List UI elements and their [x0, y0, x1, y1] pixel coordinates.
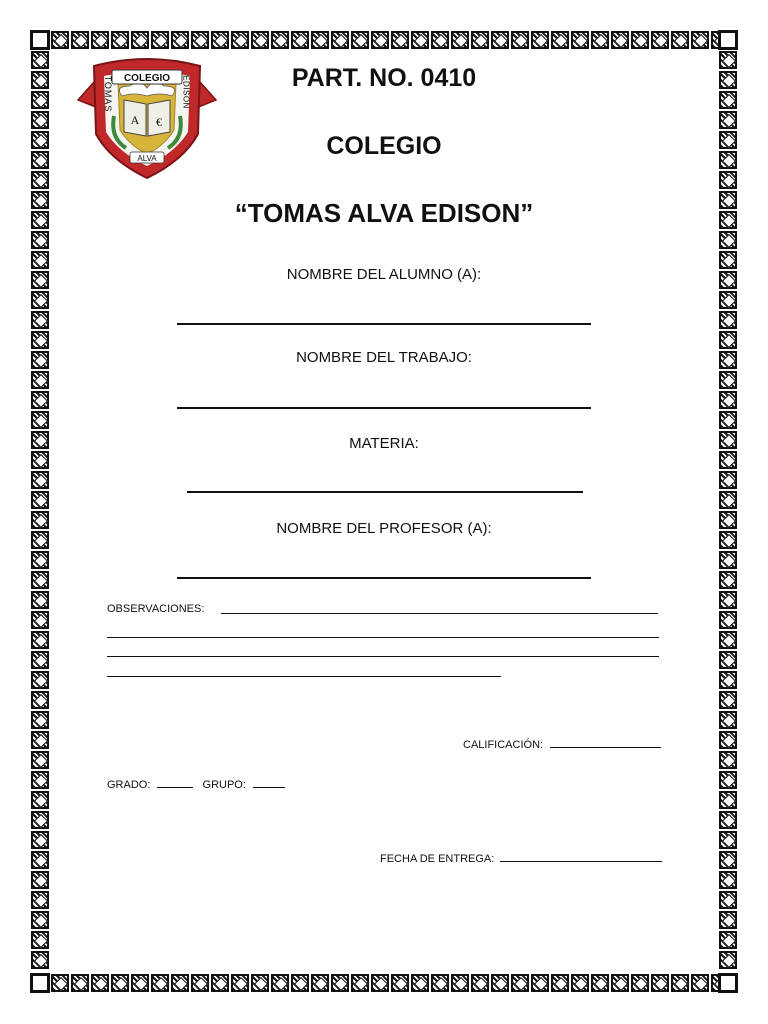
border-tile [551, 974, 569, 992]
border-tile [471, 974, 489, 992]
border-tile [719, 571, 737, 589]
border-tile [111, 31, 129, 49]
border-bottom [30, 973, 738, 993]
grade-label: CALIFICACIÓN: [463, 739, 544, 751]
border-tile [719, 171, 737, 189]
border-tile [31, 171, 49, 189]
border-tile [31, 551, 49, 569]
border-tile [719, 651, 737, 669]
border-tile [91, 974, 109, 992]
border-corner-bottom-right [718, 973, 738, 993]
border-tile [31, 651, 49, 669]
border-tile [719, 411, 737, 429]
border-tile [431, 31, 449, 49]
border-tile [31, 411, 49, 429]
group-label: GRUPO: [202, 779, 246, 791]
border-tile [31, 491, 49, 509]
border-tile [111, 974, 129, 992]
border-tile [719, 91, 737, 109]
border-tile [311, 31, 329, 49]
border-tile [31, 91, 49, 109]
crest-left-text: TOMAS [103, 75, 113, 113]
work-name-line[interactable] [177, 407, 591, 409]
border-tile [31, 591, 49, 609]
border-tile [31, 151, 49, 169]
border-tile [31, 791, 49, 809]
border-tile [719, 811, 737, 829]
border-tile [719, 471, 737, 489]
border-corner-top-left [30, 30, 50, 50]
border-tile [31, 111, 49, 129]
observations-label: OBSERVACIONES: [107, 603, 205, 615]
border-tile [191, 974, 209, 992]
school-name: “TOMAS ALVA EDISON” [234, 198, 534, 228]
border-tile [251, 974, 269, 992]
border-tile [31, 691, 49, 709]
border-tile [719, 51, 737, 69]
crest-initial-left: A [130, 113, 140, 127]
border-tile [31, 451, 49, 469]
border-tile [251, 31, 269, 49]
border-tile [211, 974, 229, 992]
border-tile [31, 231, 49, 249]
border-corner-bottom-left [30, 973, 50, 993]
level-group-field [107, 778, 285, 791]
border-tile [231, 974, 249, 992]
level-label: GRADO: [107, 779, 151, 791]
border-tile [571, 974, 589, 992]
border-tile [31, 951, 49, 969]
border-tile [171, 31, 189, 49]
border-tile [31, 371, 49, 389]
border-tile [291, 31, 309, 49]
border-tile [719, 951, 737, 969]
border-tile [611, 974, 629, 992]
border-tile [391, 31, 409, 49]
border-tile [531, 974, 549, 992]
border-tile [631, 974, 649, 992]
border-tile [691, 31, 709, 49]
student-name-line[interactable] [177, 323, 591, 325]
border-tile [31, 931, 49, 949]
border-tile [31, 731, 49, 749]
due-date-line[interactable] [500, 852, 662, 862]
border-right [718, 50, 738, 973]
border-tile [31, 391, 49, 409]
border-tile [31, 471, 49, 489]
border-top [30, 30, 738, 50]
border-tile [719, 791, 737, 809]
observations-line-1[interactable] [221, 613, 658, 614]
border-tile [31, 71, 49, 89]
border-tile [691, 974, 709, 992]
border-tile [371, 974, 389, 992]
border-tile [31, 671, 49, 689]
border-tile [31, 711, 49, 729]
border-tile [411, 974, 429, 992]
border-tile [719, 371, 737, 389]
border-tile [719, 911, 737, 929]
border-tile [311, 974, 329, 992]
border-tile [291, 974, 309, 992]
border-tile [531, 31, 549, 49]
border-tile [719, 731, 737, 749]
border-tile [31, 331, 49, 349]
due-date-field [380, 852, 662, 865]
crest-top-text: COLEGIO [123, 73, 171, 84]
border-tile [191, 31, 209, 49]
border-tile [371, 31, 389, 49]
border-tile [31, 871, 49, 889]
due-date-label: FECHA DE ENTREGA: [380, 853, 495, 865]
border-corner-top-right [718, 30, 738, 50]
border-left [30, 50, 50, 973]
border-tile [631, 31, 649, 49]
border-tile [719, 311, 737, 329]
border-tile [471, 31, 489, 49]
border-tile [71, 31, 89, 49]
border-tile [571, 31, 589, 49]
border-tile [551, 31, 569, 49]
border-tile [719, 771, 737, 789]
crest-initial-right: € [156, 115, 162, 129]
border-tile [511, 31, 529, 49]
border-tile [351, 974, 369, 992]
border-tile [51, 974, 69, 992]
border-tile [719, 751, 737, 769]
border-tile [391, 974, 409, 992]
border-tile [91, 31, 109, 49]
border-tile [719, 851, 737, 869]
teacher-name-line[interactable] [177, 577, 591, 579]
border-tile [719, 331, 737, 349]
border-tile [71, 974, 89, 992]
border-tile [719, 491, 737, 509]
border-tile [719, 891, 737, 909]
border-tile [331, 31, 349, 49]
border-tile [719, 591, 737, 609]
border-tile [431, 974, 449, 992]
work-name-label: NOMBRE DEL TRABAJO: [296, 349, 472, 366]
border-tile [719, 551, 737, 569]
border-tile [671, 974, 689, 992]
level-line[interactable] [157, 778, 193, 788]
border-tile [719, 691, 737, 709]
border-tile [671, 31, 689, 49]
border-tile [651, 31, 669, 49]
border-tile [31, 831, 49, 849]
border-tile [491, 974, 509, 992]
border-tile [719, 711, 737, 729]
border-tile [51, 31, 69, 49]
border-tile [31, 611, 49, 629]
border-tile [511, 974, 529, 992]
border-tile [719, 931, 737, 949]
border-tile [131, 974, 149, 992]
border-tile [719, 871, 737, 889]
border-tile [611, 31, 629, 49]
border-tile [451, 31, 469, 49]
border-tile [31, 51, 49, 69]
border-tile [171, 974, 189, 992]
border-tile [331, 974, 349, 992]
border-tile [31, 571, 49, 589]
border-tile [719, 391, 737, 409]
border-tile [31, 291, 49, 309]
border-tile [591, 974, 609, 992]
border-tile [31, 771, 49, 789]
border-tile [411, 31, 429, 49]
border-tile [31, 131, 49, 149]
border-tile [591, 31, 609, 49]
border-tile [211, 31, 229, 49]
border-tile [491, 31, 509, 49]
border-tile [719, 291, 737, 309]
border-tile [31, 811, 49, 829]
border-tile [31, 891, 49, 909]
border-tile [719, 71, 737, 89]
border-tile [719, 111, 737, 129]
border-tile [31, 631, 49, 649]
school-crest-logo [74, 56, 220, 182]
border-tile [31, 311, 49, 329]
border-tile [31, 851, 49, 869]
crest-bottom-text: ALVA [137, 154, 157, 163]
border-tile [271, 974, 289, 992]
border-tile [719, 451, 737, 469]
border-tile [131, 31, 149, 49]
subject-label: MATERIA: [349, 435, 419, 452]
border-tile [31, 911, 49, 929]
border-tile [351, 31, 369, 49]
part-number: PART. NO. 0410 [291, 64, 477, 92]
border-tile [271, 31, 289, 49]
border-tile [719, 631, 737, 649]
crest-right-text: EDISON [181, 75, 191, 109]
border-tile [451, 974, 469, 992]
teacher-name-label: NOMBRE DEL PROFESOR (A): [276, 520, 492, 537]
border-tile [719, 131, 737, 149]
border-tile [151, 974, 169, 992]
border-tile [151, 31, 169, 49]
observations-line-2[interactable] [107, 637, 659, 638]
border-tile [719, 671, 737, 689]
border-tile [719, 611, 737, 629]
border-tile [719, 151, 737, 169]
school-type: COLEGIO [326, 132, 442, 160]
grade-line[interactable] [550, 738, 661, 748]
student-name-label: NOMBRE DEL ALUMNO (A): [286, 266, 482, 283]
border-tile [719, 231, 737, 249]
border-tile [31, 751, 49, 769]
border-tile [651, 974, 669, 992]
group-line[interactable] [253, 778, 285, 788]
subject-line[interactable] [187, 491, 583, 493]
border-tile [719, 831, 737, 849]
observations-line-4[interactable] [107, 676, 501, 677]
border-tile [231, 31, 249, 49]
grade-field [463, 738, 661, 751]
observations-line-3[interactable] [107, 656, 659, 657]
